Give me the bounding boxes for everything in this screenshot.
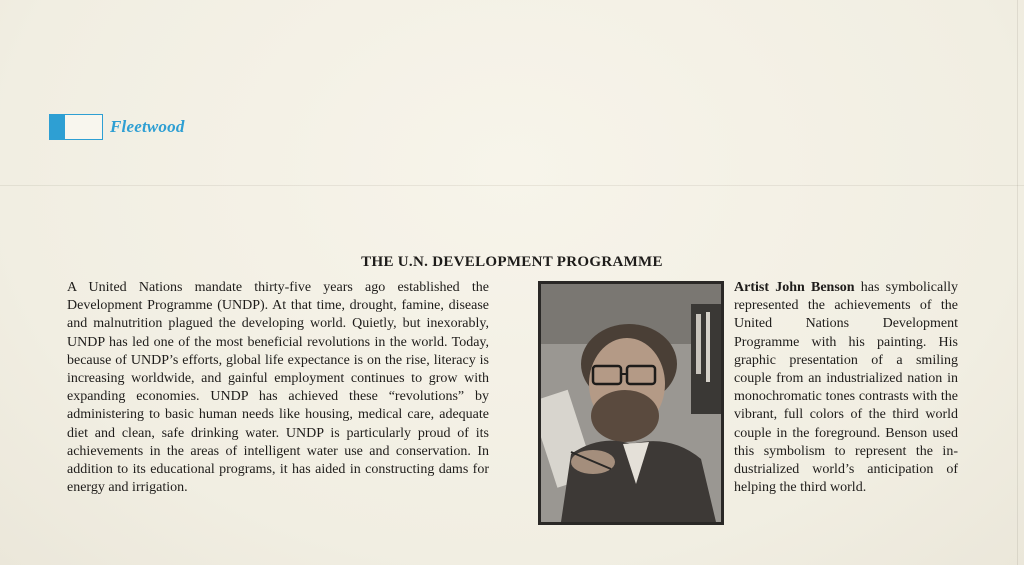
article-title: THE U.N. DEVELOPMENT PROGRAMME — [361, 254, 663, 270]
brand-name: Fleetwood — [110, 117, 185, 136]
article-body-right-text: has symbolically represented the achievements of the United Nations Development Programme with his painting. His graphic presentation of a smiling couple from an industrialized nation in monochromatic tones contrasts with the vibrant, full colors of the third world couple in the foreground. Benson used this symbolism to represent the industrialized world’s anticipation of helping the third world. — [734, 280, 958, 496]
artist-name: Artist John Benson — [734, 280, 855, 295]
article-body-left: A United Nations mandate thirty-five years ago established the Development Programme (UNDP). At that time, drought, famine, disease and malnutrition plagued the developing world. Quietly, but inexorably, UNDP has led one of the most beneficial revolutions in the world. Today, because of UNDP’s efforts, global life expectance is on the rise, literacy is increasing worldwide, and gainful employment continues to grow with expanding economies. UNDP has achieved these “revolutions” by administering to basic human needs like housing, medical care, adequate diet and clean, safe drinking water. UNDP is particularly proud of its achievements in the areas of intelligent water use and conservation. In addition to its educational programs, it has aided in constructing dams for energy and irrigation. — [67, 280, 489, 496]
brand-logo — [49, 113, 185, 141]
brand-logo-mark — [49, 114, 103, 140]
envelope-flap-line — [0, 185, 1024, 186]
artist-portrait-photo — [538, 281, 724, 525]
portrait-photo-image — [541, 284, 721, 522]
envelope-edge — [1017, 0, 1018, 565]
article-body-right — [734, 279, 958, 497]
